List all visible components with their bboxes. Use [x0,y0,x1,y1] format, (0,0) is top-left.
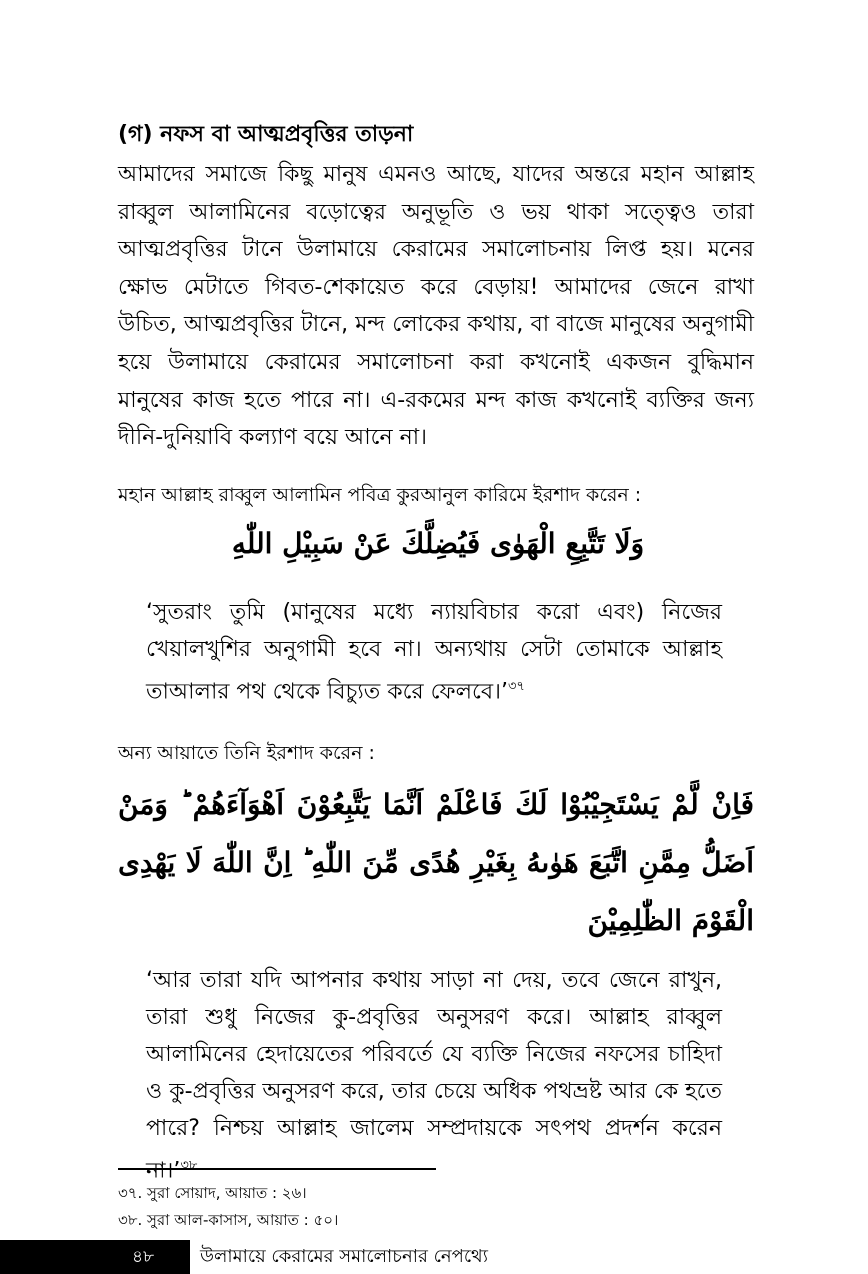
quote2-intro: অন্য আয়াতে তিনি ইরশাদ করেন : [118,742,375,764]
quote2-translation-text: ‘আর তারা যদি আপনার কথায় সাড়া না দেয়, তবে জেনে রাখুন, তারা শুধু নিজের কু-প্রবৃত্তির অনুসরণ করে। আল্লাহ রাব্বুল আলামিনের হেদায়েতের পরিবর্তে যে ব্যক্তি নিজের নফসের চাহিদা ও কু-প্রবৃত্তির অনুসরণ করে, তার চেয়ে অধিক পথভ্রষ্ট আর কে হতে পারে? নিশ্চয় আল্লাহ জালেম সম্প্রদায়কে সৎপথ প্রদর্শন করেন না।’ [146,968,722,1184]
body-paragraph: আমাদের সমাজে কিছু মানুষ এমনও আছে, যাদের অন্তরে মহান আল্লাহ রাব্বুল আলামিনের বড়োত্বের অনুভূতি ও ভয় থাকা সত্ত্বেও তারা আত্মপ্রবৃত্তির টানে উলামায়ে কেরামের সমালোচনায় লিপ্ত হয়। মনের ক্ষোভ মেটাতে গিবত-শেকায়েত করে বেড়ায়! আমাদের জেনে রাখা উচিত, আত্মপ্রবৃত্তির টানে, মন্দ লোকের কথায়, বা বাজে মানুষের অনুগামী হয়ে উলামায়ে কেরামের সমালোচনা করা কখনোই একজন বুদ্ধিমান মানুষের কাজ হতে পারে না। এ-রকমের মন্দ কাজ কখনোই ব্যক্তির জন্য দীনি-দুনিয়াবি কল্যাণ বয়ে আনে না। [118,162,754,451]
quote2-arabic-verse: فَاِنْ لَّمْ يَسْتَجِيْبُوْا لَكَ فَاعْلَمْ اَنَّمَا يَتَّبِعُوْنَ اَهْوَآءَهُمْ ؕ وَمَنْ اَضَلُّ مِمَّنِ اتَّبَعَ هَوٰىهُ بِغَيْرِ هُدًى مِّنَ اللّٰهِ ؕ اِنَّ اللّٰهَ لَا يَهْدِى الْقَوْمَ الظّٰلِمِيْنَ [118,788,754,937]
quote1-translation-text: ‘সুতরাং তুমি (মানুষের মধ্যে ন্যায়বিচার করো এবং) নিজের খেয়ালখুশির অনুগামী হবে না। অন্যথায় সেটা তোমাকে আল্লাহ তাআলার পথ থেকে বিচ্যুত করে ফেলবে।’ [146,600,722,705]
quote1-arabic-verse: وَلَا تَتَّبِعِ الْهَوٰى فَيُضِلَّكَ عَنْ سَبِيْلِ اللّٰهِ [231,527,645,560]
footnote-ref-37: ৩৭ [507,679,525,694]
quote1-translation [146,594,722,710]
footnote-37: ৩৭. সুরা সোয়াদ, আয়াত : ২৬। [118,1184,307,1202]
footnotes [118,1180,758,1234]
page-number: ৪৮ [131,1247,155,1267]
section-heading: (গ) নফস বা আত্মপ্রবৃত্তির তাড়না [118,122,414,147]
footnote-38: ৩৮. সুরা আল-কাসাস, আয়াত : ৫০। [118,1211,339,1229]
footnote-divider [118,1168,436,1170]
quote2-translation [146,962,722,1189]
quote1-intro: মহান আল্লাহ রাব্বুল আলামিন পবিত্র কুরআনুল কারিমে ইরশাদ করেন : [118,484,642,506]
footnote-ref-38: ৩৮ [180,1158,198,1173]
running-title: উলামায়ে কেরামের সমালোচনার নেপথ্যে [200,1246,488,1267]
